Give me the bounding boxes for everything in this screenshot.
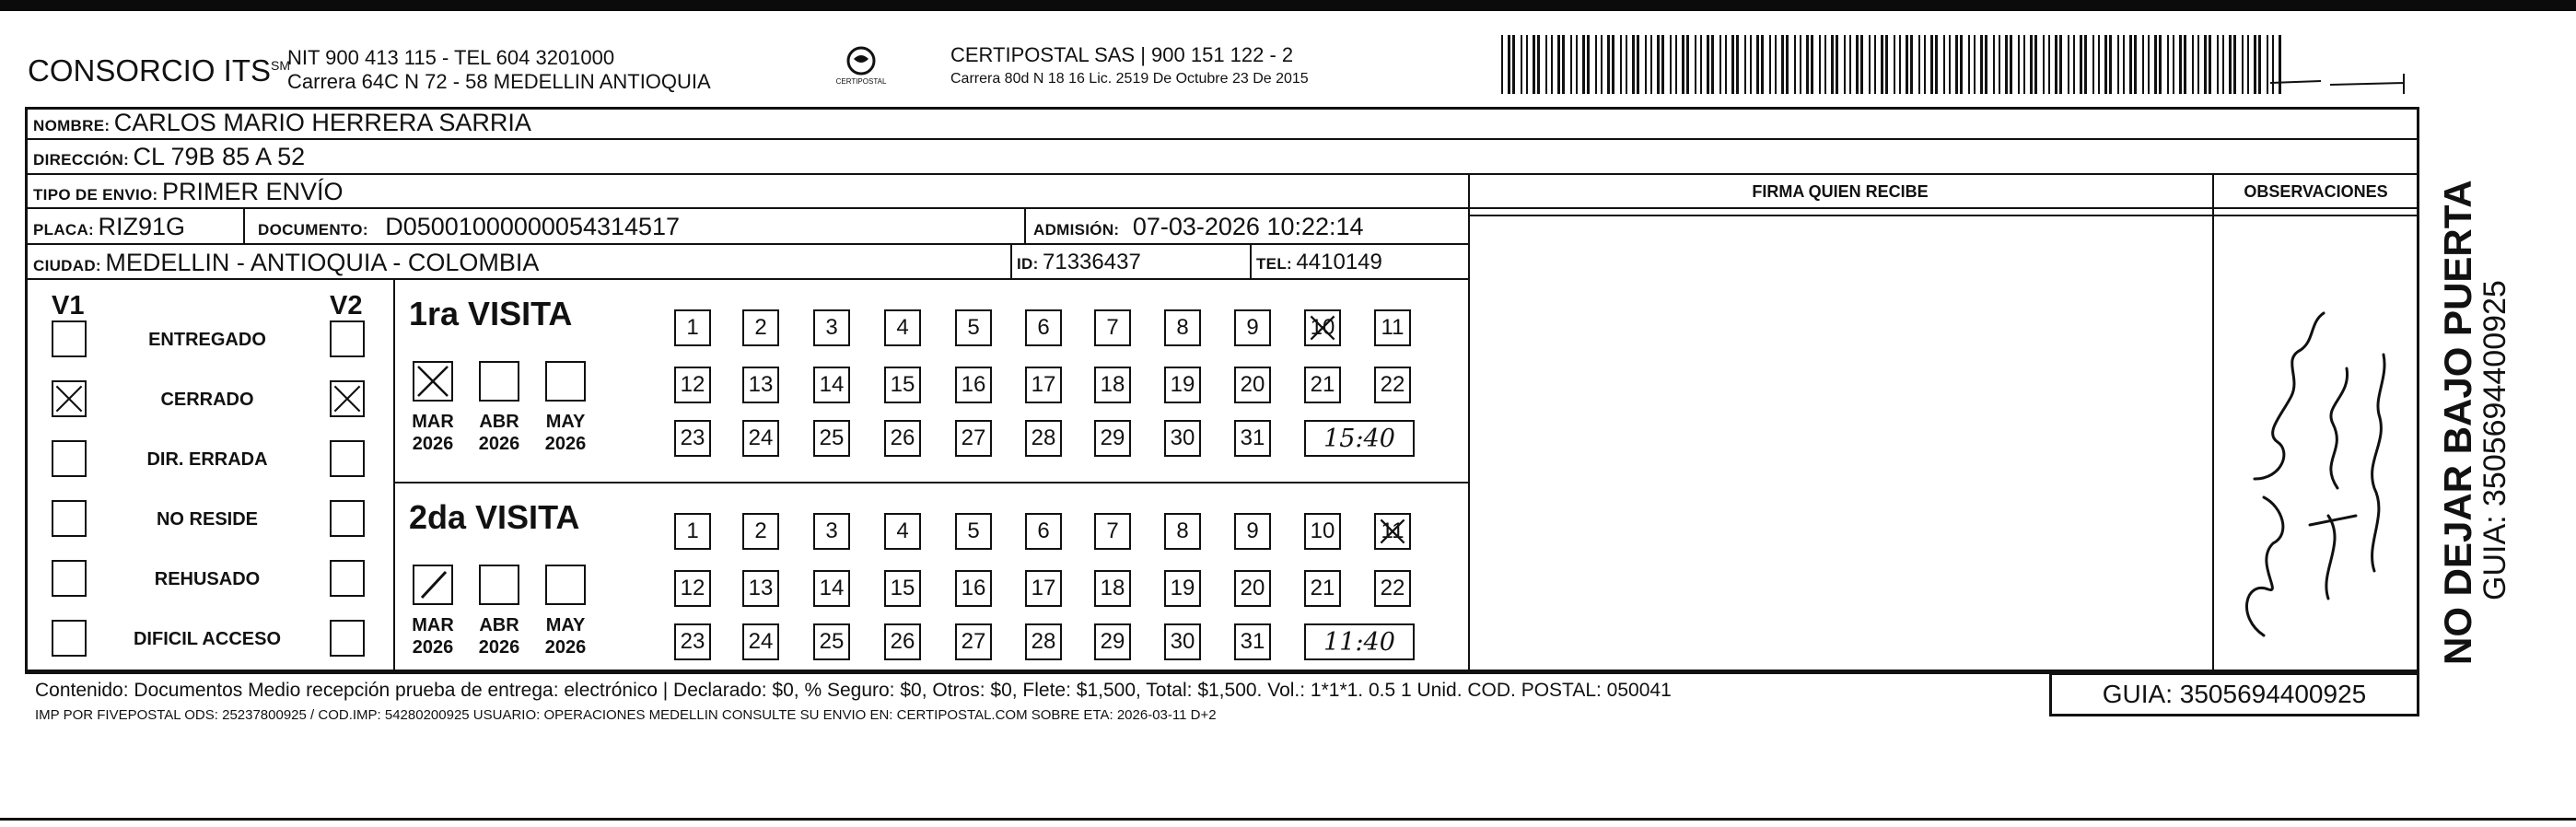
day-box[interactable]: 14 [813,367,850,403]
direccion-field [33,143,305,175]
month-year: 2026 [412,434,454,454]
col-divider [393,278,395,672]
day-box[interactable]: 19 [1164,570,1201,607]
v2-checkbox[interactable] [330,320,365,357]
month-year: 2026 [478,434,520,454]
day-box[interactable]: 23 [674,420,711,457]
day-box[interactable]: 31 [1234,420,1271,457]
day-box[interactable]: 17 [1025,367,1062,403]
direccion-value: CL 79B 85 A 52 [133,143,306,170]
ciudad-field [33,249,539,281]
day-box[interactable]: 5 [955,513,992,550]
month-label [540,614,591,658]
v2-checkbox[interactable] [330,380,365,417]
v2-checkbox[interactable] [330,620,365,657]
month-label [473,411,525,455]
row-divider [1468,215,2212,216]
day-box[interactable]: 15 [884,570,921,607]
month-checkbox[interactable] [545,361,586,402]
certipostal-info [950,43,1309,91]
visit-divider [393,482,1468,483]
day-box[interactable]: 24 [742,623,779,660]
nit-line: NIT 900 413 115 - TEL 604 3201000 [287,46,615,69]
day-box[interactable]: 11 [1374,309,1411,346]
month-checkbox[interactable] [413,361,453,402]
day-box[interactable]: 13 [742,367,779,403]
day-box[interactable]: 4 [884,513,921,550]
col-divider [1250,243,1252,278]
impression-info: IMP POR FIVEPOSTAL ODS: 25237800925 / COD.IMP: 54280200925 USUARIO: OPERACIONES MEDELLIN CONSULTE SU ENVIO EN: CERTIPOSTAL.COM SOBRE ETA: 2026-03-11 D+2 [35,707,1217,723]
day-box[interactable]: 26 [884,420,921,457]
day-box[interactable]: 28 [1025,623,1062,660]
status-option-label: ENTREGADO [148,330,266,350]
side-guia: GUIA: 3505694400925 [2477,280,2512,600]
top-border [0,0,2576,11]
tel-value: 4410149 [1296,250,1382,274]
documento-value: D05001000000054314517 [385,213,681,240]
v2-checkbox[interactable] [330,500,365,537]
status-option-label: DIR. ERRADA [146,449,268,470]
day-box[interactable]: 21 [1304,570,1341,607]
day-box[interactable]: 19 [1164,367,1201,403]
day-box[interactable]: 7 [1094,309,1131,346]
day-box[interactable]: 26 [884,623,921,660]
tipo-envio-field [33,178,343,210]
ciudad-label: CIUDAD: [33,257,101,274]
row-divider [25,207,2419,209]
company-info [287,46,711,94]
day-box[interactable]: 6 [1025,513,1062,550]
v2-checkbox[interactable] [330,560,365,597]
handwritten-observation [2227,267,2402,654]
tel-field [1256,249,1382,279]
v1-checkbox[interactable] [52,500,87,537]
day-box[interactable]: 29 [1094,420,1131,457]
day-box[interactable]: 12 [674,367,711,403]
month-name: ABR [479,615,519,635]
day-box[interactable]: 14 [813,570,850,607]
day-box[interactable]: 22 [1374,570,1411,607]
month-checkbox[interactable] [479,565,519,605]
day-box[interactable]: 8 [1164,309,1201,346]
day-box[interactable]: 10 [1304,309,1341,346]
col-divider [1024,207,1026,243]
status-option-label: REHUSADO [154,569,261,589]
id-label: ID: [1017,255,1039,273]
month-name: MAY [545,615,586,635]
guia-number: GUIA: 3505694400925 [2049,672,2419,716]
day-box[interactable]: 16 [955,570,992,607]
nombre-label: NOMBRE: [33,117,111,134]
v1-checkbox[interactable] [52,440,87,477]
day-box[interactable]: 21 [1304,367,1341,403]
col-divider [243,207,245,243]
id-field [1017,249,1141,279]
day-box[interactable]: 18 [1094,367,1131,403]
month-label [473,614,525,658]
admision-value: 07-03-2026 10:22:14 [1132,213,1364,240]
day-box[interactable]: 2 [742,513,779,550]
id-value: 71336437 [1043,250,1141,274]
documento-field [258,213,680,245]
placa-label: PLACA: [33,221,95,239]
month-name: MAR [412,615,454,635]
v1-checkbox[interactable] [52,620,87,657]
company-address: Carrera 64C N 72 - 58 MEDELLIN ANTIOQUIA [287,70,711,93]
placa-value: RIZ91G [98,213,185,240]
day-box[interactable]: 18 [1094,570,1131,607]
day-box[interactable]: 13 [742,570,779,607]
month-checkbox[interactable] [479,361,519,402]
day-box[interactable]: 22 [1374,367,1411,403]
visit-time[interactable]: 11:40 [1304,623,1415,660]
day-box[interactable]: 30 [1164,623,1201,660]
day-box[interactable]: 10 [1304,513,1341,550]
day-box[interactable]: 23 [674,623,711,660]
row-divider [2212,215,2419,216]
day-box[interactable]: 30 [1164,420,1201,457]
certipostal-name: CERTIPOSTAL SAS | 900 151 122 - 2 [950,43,1294,66]
tel-label: TEL: [1256,255,1292,273]
day-box[interactable]: 27 [955,420,992,457]
day-box[interactable]: 29 [1094,623,1131,660]
nombre-value: CARLOS MARIO HERRERA SARRIA [113,109,531,136]
placa-field [33,213,185,245]
v1-checkbox[interactable] [52,560,87,597]
month-name: MAR [412,412,454,432]
month-checkbox[interactable] [413,565,453,605]
day-box[interactable]: 8 [1164,513,1201,550]
day-box[interactable]: 27 [955,623,992,660]
status-option-label: NO RESIDE [156,509,259,530]
status-option-label: CERRADO [160,390,254,410]
month-name: MAY [545,412,586,432]
day-box[interactable]: 12 [674,570,711,607]
company-name: CONSORCIO ITS℠ [28,53,291,87]
day-box[interactable]: 11 [1374,513,1411,550]
day-box[interactable]: 15 [884,367,921,403]
month-label [407,411,459,455]
month-label [540,411,591,455]
col-divider [1010,243,1012,278]
tipo-envio-label: TIPO DE ENVIO: [33,186,158,204]
day-box[interactable]: 9 [1234,309,1271,346]
status-option-label: DIFICIL ACCESO [133,629,281,649]
month-year: 2026 [412,637,454,658]
content-description: Contenido: Documentos Medio recepción prueba de entrega: electrónico | Declarado: $0, % Seguro: $0, Otros: $0, Flete: $1,500, Total: $1,500. Vol.: 1*1*1. 0.5 1 Unid. COD. POSTAL: 050041 [35,680,1672,701]
month-year: 2026 [544,434,587,454]
direccion-label: DIRECCIÓN: [33,151,130,169]
month-year: 2026 [478,637,520,658]
row-divider [25,173,2419,175]
day-box[interactable]: 25 [813,623,850,660]
month-year: 2026 [544,637,587,658]
day-box[interactable]: 25 [813,420,850,457]
day-box[interactable]: 20 [1234,367,1271,403]
month-label [407,614,459,658]
tipo-envio-value: PRIMER ENVÍO [161,178,344,205]
documento-label: DOCUMENTO: [258,221,368,239]
logo-text: CERTIPOSTAL [835,77,887,86]
firma-header: FIRMA QUIEN RECIBE [1752,182,1929,201]
day-box[interactable]: 3 [813,309,850,346]
day-box[interactable]: 16 [955,367,992,403]
day-box[interactable]: 28 [1025,420,1062,457]
col-divider [2212,173,2214,672]
ciudad-value: MEDELLIN - ANTIOQUIA - COLOMBIA [105,249,540,276]
v1-checkbox[interactable] [52,380,87,417]
visit-title: 2da VISITA [409,498,580,536]
visit-title: 1ra VISITA [409,295,573,332]
v2-checkbox[interactable] [330,440,365,477]
day-box[interactable]: 6 [1025,309,1062,346]
v2-header: V2 [330,291,363,320]
day-box[interactable]: 17 [1025,570,1062,607]
day-box[interactable]: 3 [813,513,850,550]
day-box[interactable]: 1 [674,309,711,346]
day-box[interactable]: 20 [1234,570,1271,607]
day-box[interactable]: 24 [742,420,779,457]
company-mark: SM [271,58,291,73]
v1-header: V1 [52,291,85,320]
day-box[interactable]: 7 [1094,513,1131,550]
bottom-border [0,818,2576,821]
day-box[interactable]: 4 [884,309,921,346]
certipostal-address: Carrera 80d N 18 16 Lic. 2519 De Octubre 23 De 2015 [950,71,1309,87]
barcode [1501,35,2284,94]
observaciones-header: OBSERVACIONES [2244,182,2388,201]
month-name: ABR [479,412,519,432]
admision-label: ADMISIÓN: [1033,221,1120,239]
day-box[interactable]: 9 [1234,513,1271,550]
certipostal-logo [833,42,889,96]
col-divider [1468,173,1470,672]
visit-time[interactable]: 15:40 [1304,420,1415,457]
day-box[interactable]: 1 [674,513,711,550]
v1-checkbox[interactable] [52,320,87,357]
side-warning: NO DEJAR BAJO PUERTA [2436,180,2479,665]
month-checkbox[interactable] [545,565,586,605]
nombre-field [33,109,531,141]
day-box[interactable]: 2 [742,309,779,346]
day-box[interactable]: 5 [955,309,992,346]
barcode-scribble [2266,66,2413,94]
admision-field [1033,213,1364,245]
day-box[interactable]: 31 [1234,623,1271,660]
